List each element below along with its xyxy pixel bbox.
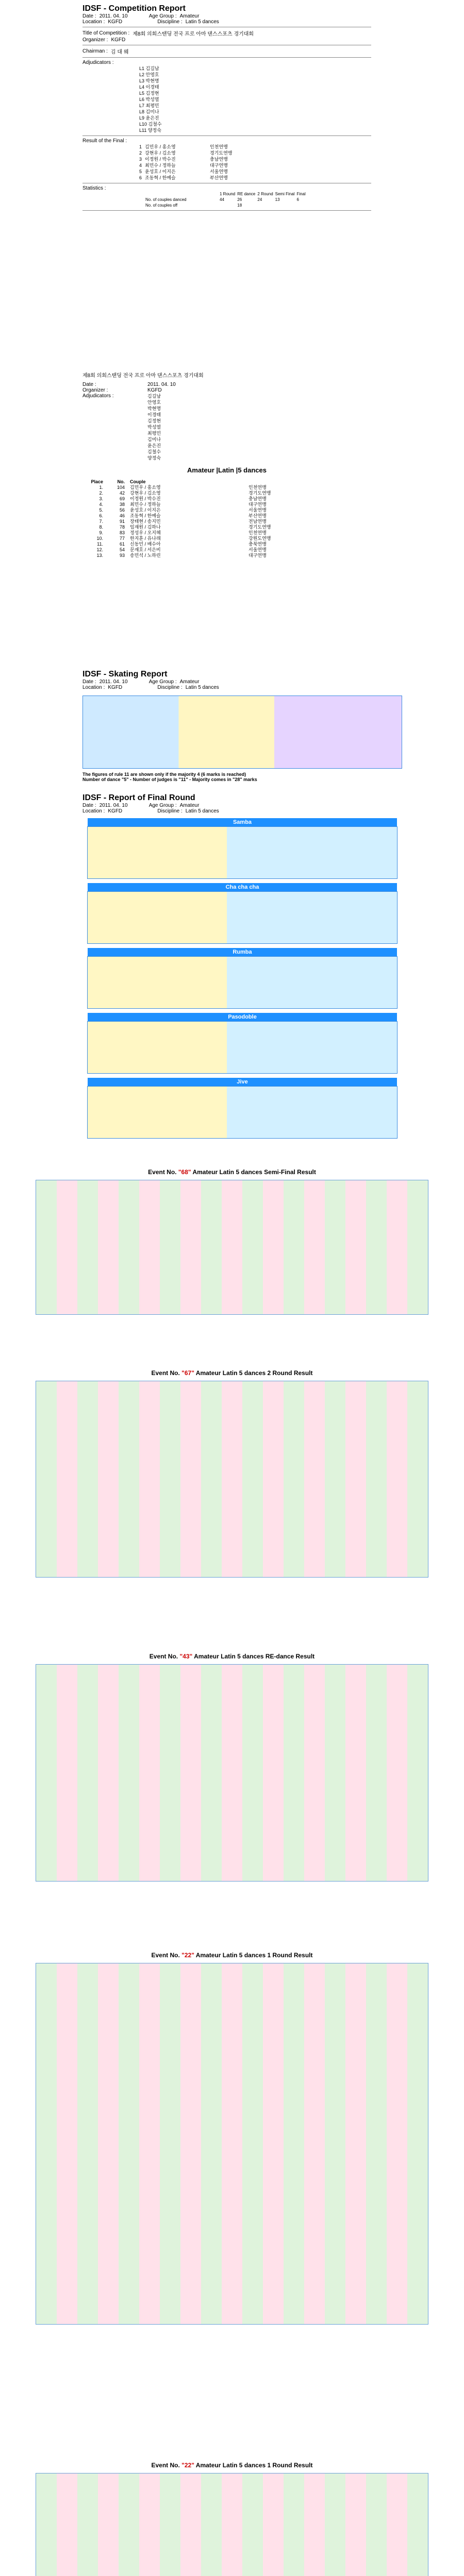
organizer-value: KGFD — [111, 37, 126, 43]
report-title: IDSF - Competition Report — [82, 4, 186, 13]
adjudicator-item: L7 최평민 — [139, 103, 159, 108]
date-label: Date : — [82, 13, 96, 19]
adjudicator-item: L11 양정숙 — [139, 128, 161, 133]
standing-row: 5. 56 윤성호 / 이지은 서울연맹 — [99, 507, 267, 513]
statistics-table: 1 Round RE dance 2 Round Semi Final Final No. of couples danced 44 26 24 13 6 No. of couples off 18 — [145, 192, 306, 208]
standings-list: Place No. Couple 1. 104 김민우 / 홍소영 인천연맹 2. 42 강현우 / 김소영 경기도연맹 3. 69 이정원 / 박수진 충남연맹 4. 38 최민수 / 정하늘 대구연맹 5. 56 윤성호 / 이지은 서울연맹 6. 46 조동혁 / 한예슬 부산연맹 7. 91 장태현 / 송지민 전남연맹 8. 78 임재원 / 김하나 경기도연맹 9. 83 정성우 / 오지혜 인천연맹 10. 77 한지훈 / 유나래 강원도연맹 11. 61 신동민 / 배수아 충북연맹 12. 54 문재호 / 서은비 서울연맹 13. 93 송민석 / 노하린 대구연맹 — [82, 479, 371, 558]
standing-row: 10. 77 한지훈 / 유나래 강원도연맹 — [96, 536, 271, 541]
standing-row: 3. 69 이정원 / 박수진 충남연맹 — [99, 496, 267, 501]
competition-name: 제8회 의회스탠딩 전국 프로 아마 댄스스포츠 경기대회 — [82, 373, 204, 379]
skating-table — [82, 696, 402, 769]
adjudicators-label: Adjudicators : — [82, 60, 114, 65]
dance-samba-head: Samba — [88, 818, 397, 826]
standing-row: 2. 42 강현우 / 김소영 경기도연맹 — [99, 490, 271, 496]
adjudicator-item: L3 박현명 — [139, 78, 159, 83]
final-result-list: 1 김민우 / 홍소영 인천연맹 2 강현우 / 김소영 경기도연맹 3 이정원 / 박수진 충남연맹 4 최민수 / 정하늘 대구연맹 5 윤성호 / 이지은 서울연맹 6 조동혁 / 한예슬 부산연맹 — [139, 144, 233, 180]
adjudicator-item: L1 김길남 — [139, 66, 159, 71]
standing-row: 13. 93 송민석 / 노하린 대구연맹 — [96, 553, 267, 558]
adjudicator-list — [139, 65, 371, 133]
age-group-value: Amateur — [179, 13, 200, 19]
event-68: Event No. "68" Amateur Latin 5 dances Semi-Final Result — [0, 1164, 464, 1315]
location-label: Location : — [82, 19, 105, 25]
adjudicator-item: L6 박성열 — [139, 97, 159, 102]
competition-report — [82, 4, 371, 213]
date-value: 2011. 04. 10 — [99, 13, 128, 19]
adjudicator-item: L5 김정현 — [139, 91, 159, 96]
event-43: Event No. "43" Amateur Latin 5 dances RE-dance Result — [0, 1649, 464, 1882]
adjudicator-item: L2 안영호 — [139, 72, 159, 77]
standing-row: 6. 46 조동혁 / 한예슬 부산연맹 — [99, 513, 267, 518]
standings-section: 제8회 의회스탠딩 전국 프로 아마 댄스스포츠 경기대회 Date : 2011. 04. 10 Organizer : KGFD Adjudicators : 김길남 안영호 박현명 이경태 김정현 박성열 최평민 김미나 윤은진 김철수 양정숙 Amateur |Latin |5 dances Place No. Couple 1. 104 김민우 / 홍소영 인천연맹 2. 42 강현우 / 김소영 경기도연맹 3. 69 이정원 / 박수진 충남연맹 4. 38 최민수 / 정하늘 대구연맹 5. 56 윤성호 / 이지은 서울연맹 6. 46 조동혁 / 한예슬 부산연맹 7. 91 장태현 / 송지민 전남연맹 8. 78 임재원 / 김하나 경기도연맹 9. 83 정성우 / 오지혜 인천연맹 10. 77 한지훈 / 유나래 강원도연맹 11. 61 신동민 / 배수아 충북연맹 12. 54 문재호 / 서은비 서울연맹 13. 93 송민석 / 노하린 대구연맹 — [82, 371, 371, 558]
adjudicator-item: L8 김미나 — [139, 109, 159, 114]
statistics-label: Statistics : — [82, 185, 106, 191]
adjudicator-item: L10 김철수 — [139, 122, 162, 127]
standing-row: 9. 83 정성우 / 오지혜 인천연맹 — [99, 530, 267, 535]
adjudicator-item: L9 윤은진 — [139, 115, 159, 121]
standing-row: 4. 38 최민수 / 정하늘 대구연맹 — [99, 502, 267, 507]
event-22b: Event No. "22" Amateur Latin 5 dances 1 Round Result — [0, 2458, 464, 2576]
result-label: Result of the Final : — [82, 138, 127, 144]
dance-pasodoble-head: Pasodoble — [88, 1013, 397, 1021]
standing-row: 1. 104 김민우 / 홍소영 인천연맹 — [99, 485, 267, 490]
age-group-label: Age Group : — [148, 13, 177, 19]
event-67: Event No. "67" Amateur Latin 5 dances 2 Round Result — [0, 1365, 464, 1578]
organizer-label: Organizer : — [82, 37, 108, 43]
chairman-label: Chairman : — [82, 48, 108, 54]
dance-chachacha-head: Cha cha cha — [88, 883, 397, 891]
location-value: KGFD — [108, 19, 123, 25]
title-of-competition-value: 제8회 의회스탠딩 전국 프로 아마 댄스스포츠 경기대회 — [132, 31, 254, 37]
dance-rumba-head: Rumba — [88, 948, 397, 956]
dance-jive-head: Jive — [88, 1078, 397, 1086]
standing-row: 12. 54 문재호 / 서은비 서울연맹 — [96, 547, 267, 552]
discipline-value: Latin 5 dances — [185, 19, 219, 25]
event-22a: Event No. "22" Amateur Latin 5 dances 1 Round Result — [0, 1947, 464, 2325]
discipline-label: Discipline : — [157, 19, 183, 25]
skating-report: IDSF - Skating Report Date : 2011. 04. 10 Age Group : Amateur Location : KGFD Discipline : Latin 5 dances The figures of rule 11 are shown only if the majority 4 (6 marks is reached) Number of dance "5" - Number of judges is "11" - Majority comes in "28" marks — [82, 670, 402, 782]
adjudicator-item: L4 이경태 — [139, 84, 159, 90]
title-of-competition-label: Title of Competition : — [82, 30, 130, 36]
standings-heading: Amateur |Latin |5 dances — [187, 466, 267, 474]
chairman-value: 김 대 웨 — [110, 49, 129, 55]
standing-row: 7. 91 장태현 / 송지민 전남연맹 — [99, 519, 267, 524]
standing-row: 11. 61 신동민 / 배수아 충북연맹 — [97, 541, 267, 547]
final-round-report: IDSF - Report of Final Round Date : 2011. 04. 10 Age Group : Amateur Location : KGFD Discipline : Latin 5 dances Samba Cha cha cha Rumba Pasodoble Jive — [82, 793, 402, 1139]
standing-row: 8. 78 임재원 / 김하나 경기도연맹 — [99, 524, 271, 530]
